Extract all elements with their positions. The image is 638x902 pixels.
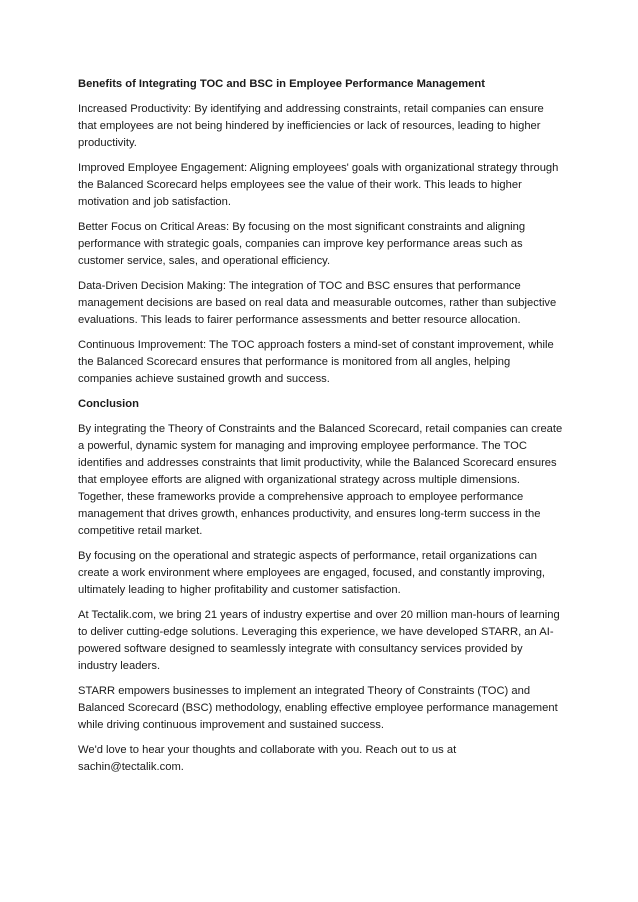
paragraph-tectalik: At Tectalik.com, we bring 21 years of industry expertise and over 20 million man-hours of learning to deliver cutting-edge solutions. Leveraging this experience, we have developed STARR, an AI-powered software designed to seamlessly integrate with consultancy services provided by industry leaders.	[78, 609, 560, 672]
paragraph-contact: We'd love to hear your thoughts and collaborate with you. Reach out to us at sachin@tectalik.com.	[78, 744, 457, 773]
document-body	[78, 76, 564, 784]
paragraph-starr: STARR empowers businesses to implement an integrated Theory of Constraints (TOC) and Balanced Scorecard (BSC) methodology, enabling effective employee performance management while driving continuous improvement and sustained success.	[78, 685, 558, 731]
paragraph-improved-engagement: Improved Employee Engagement: Aligning employees' goals with organizational strategy through the Balanced Scorecard helps employees see the value of their work. This leads to higher motivation and job satisfaction.	[78, 162, 559, 208]
section-heading-conclusion: Conclusion	[78, 398, 139, 410]
paragraph-better-focus: Better Focus on Critical Areas: By focusing on the most significant constraints and aligning performance with strategic goals, companies can improve key performance areas such as customer service, sales, and operational efficiency.	[78, 221, 526, 267]
paragraph-increased-productivity: Increased Productivity: By identifying and addressing constraints, retail companies can ensure that employees are not being hindered by inefficiencies or lack of resources, leading to higher productivity.	[78, 103, 544, 149]
paragraph-conclusion-2: By focusing on the operational and strategic aspects of performance, retail organizations can create a work environment where employees are engaged, focused, and constantly improving, ultimately leading to higher profitability and customer satisfaction.	[78, 550, 546, 596]
paragraph-conclusion-1: By integrating the Theory of Constraints and the Balanced Scorecard, retail companies can create a powerful, dynamic system for managing and improving employee performance. The TOC identifies and addresses constraints that limit productivity, while the Balanced Scorecard ensures that employee efforts are aligned with organizational strategy across multiple dimensions. Together, these frameworks provide a comprehensive approach to employee performance management that drives growth, enhances productivity, and ensures long-term success in the competitive retail market.	[78, 423, 563, 537]
paragraph-data-driven: Data-Driven Decision Making: The integration of TOC and BSC ensures that performance management decisions are based on real data and measurable outcomes, rather than subjective evaluations. This leads to fairer performance assessments and better resource allocation.	[78, 280, 557, 326]
section-heading-benefits: Benefits of Integrating TOC and BSC in Employee Performance Management	[78, 78, 485, 90]
paragraph-continuous-improvement: Continuous Improvement: The TOC approach fosters a mind-set of constant improvement, while the Balanced Scorecard ensures that performance is monitored from all angles, helping companies achieve sustained growth and success.	[78, 339, 554, 385]
